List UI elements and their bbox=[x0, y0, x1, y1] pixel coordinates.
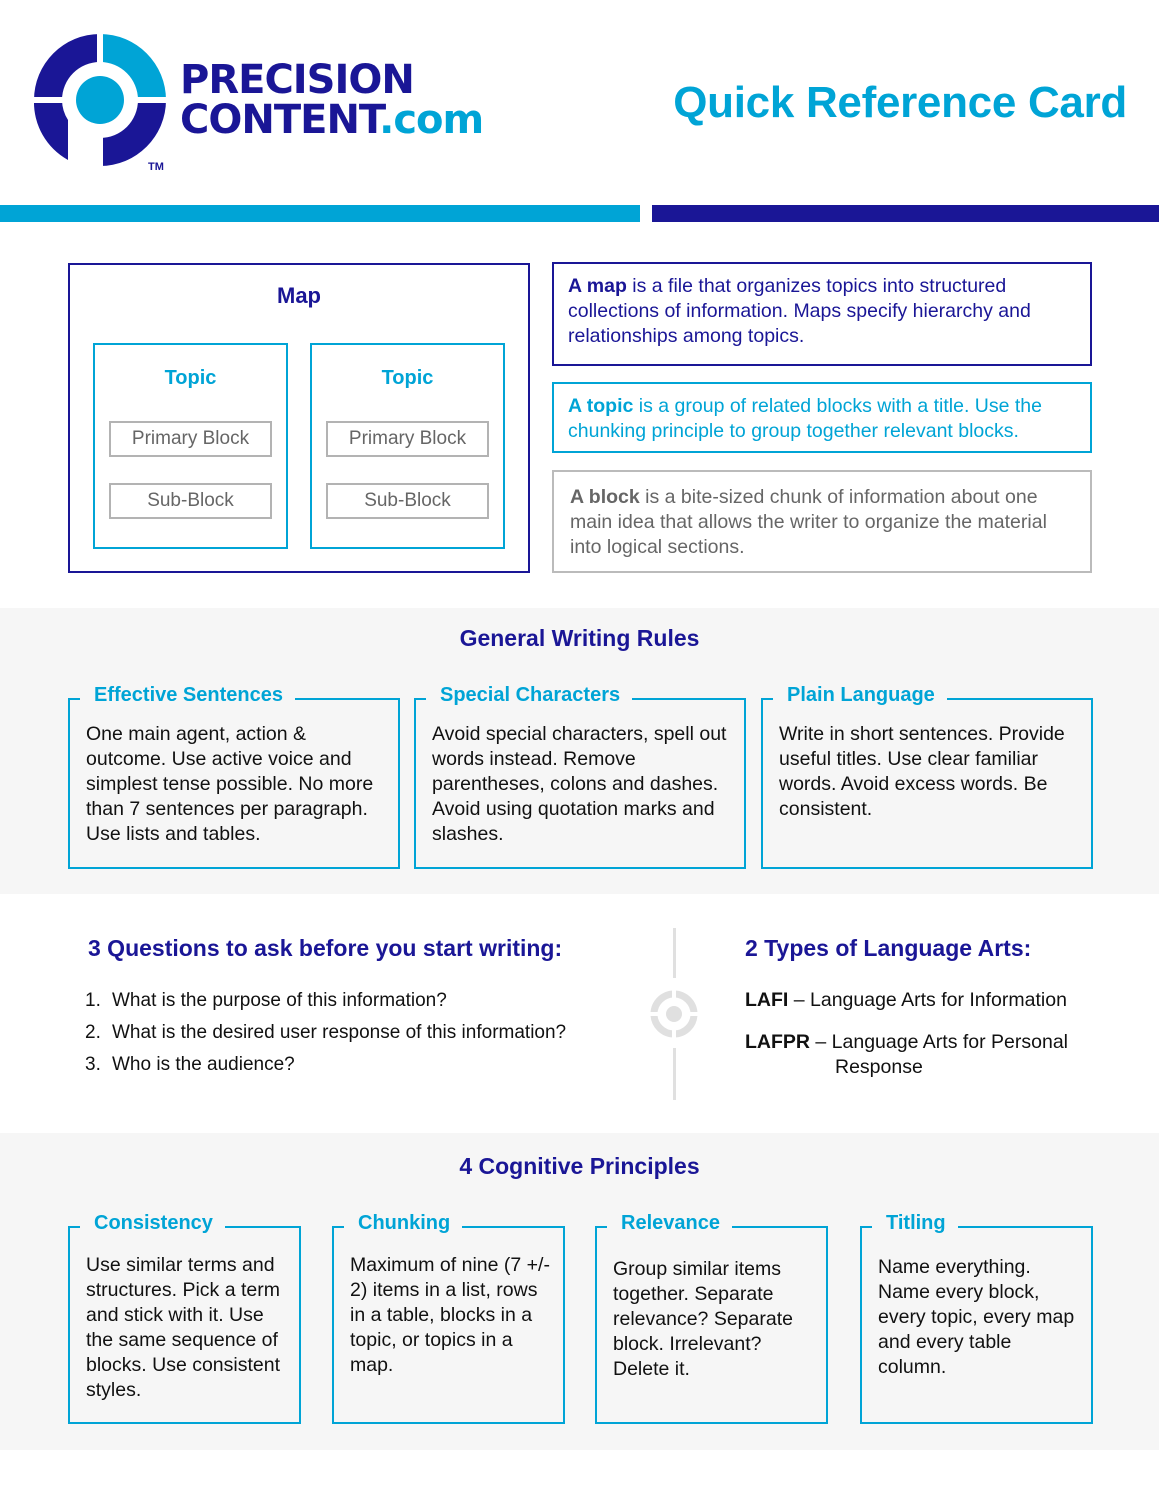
principle-text: Maximum of nine (7 +/- 2) items in a list, rows in a table, blocks in a topic, or topics in a map. bbox=[350, 1254, 550, 1376]
general-writing-rules-title: General Writing Rules bbox=[459, 625, 700, 651]
questions-title: 3 Questions to ask before you start writing: bbox=[88, 935, 563, 961]
language-arts-text: – Language Arts for Information bbox=[788, 989, 1067, 1011]
principle-card-relevance bbox=[595, 1212, 828, 1424]
map-term: A map bbox=[568, 275, 627, 297]
rule-label: Plain Language bbox=[773, 683, 947, 707]
principle-card-titling bbox=[860, 1212, 1093, 1424]
block-term: A block bbox=[570, 486, 640, 508]
language-arts-title: 2 Types of Language Arts: bbox=[745, 935, 1032, 961]
rule-card-plain-language bbox=[761, 684, 1093, 869]
rule-text: Avoid special characters, spell out words instead. Remove parentheses, colons and dashes. Avoid using quotation marks and slashes. bbox=[432, 723, 727, 845]
topic-definition bbox=[552, 382, 1092, 453]
rule-text: Write in short sentences. Provide useful titles. Use clear familiar words. Avoid excess words. Be consistent. bbox=[779, 723, 1065, 820]
block-definition bbox=[552, 470, 1092, 573]
primary-block-box: Primary Block bbox=[109, 421, 272, 457]
principle-label: Relevance bbox=[607, 1211, 732, 1235]
block-definition-text: is a bite-sized chunk of information about one main idea that allows the writer to organize the material into logical sections. bbox=[570, 486, 1047, 558]
rule-card-effective-sentences bbox=[68, 684, 400, 869]
primary-block-box: Primary Block bbox=[326, 421, 489, 457]
rule-label: Special Characters bbox=[426, 683, 632, 707]
rule-label: Effective Sentences bbox=[80, 683, 295, 707]
watermark-logo-icon bbox=[650, 990, 698, 1038]
language-arts-abbr: LAFPR bbox=[745, 1031, 810, 1053]
question-item bbox=[85, 1020, 566, 1052]
sub-block-box: Sub-Block bbox=[326, 483, 489, 519]
precision-content-logo-icon bbox=[30, 30, 170, 170]
principle-text: Use similar terms and structures. Pick a term and stick with it. Use the same sequence of blocks. Use consistent styles. bbox=[86, 1254, 281, 1401]
map-diagram bbox=[68, 263, 530, 573]
question-item bbox=[85, 1052, 566, 1084]
map-definition-text: is a file that organizes topics into structured collections of information. Maps specify hierarchy and relationships among topics. bbox=[568, 275, 1031, 347]
language-arts-text: – Language Arts for Personal bbox=[810, 1031, 1069, 1053]
logo-wordmark-precision: PRECISION bbox=[180, 57, 414, 103]
question-number: 1. bbox=[85, 990, 101, 1011]
header-accent-bar-navy bbox=[652, 205, 1159, 222]
general-writing-rules-section bbox=[0, 608, 1159, 894]
topic-label: Topic bbox=[164, 367, 217, 389]
question-text: Who is the audience? bbox=[112, 1054, 295, 1075]
vertical-divider bbox=[673, 928, 676, 978]
sub-block-box: Sub-Block bbox=[109, 483, 272, 519]
question-text: What is the desired user response of this information? bbox=[112, 1022, 567, 1043]
principle-label: Consistency bbox=[80, 1211, 225, 1235]
logo-wordmark-content bbox=[180, 97, 484, 143]
principle-card-chunking bbox=[332, 1212, 565, 1424]
language-arts-abbr: LAFI bbox=[745, 989, 789, 1011]
principle-card-consistency bbox=[68, 1212, 301, 1424]
topic-box bbox=[93, 343, 288, 549]
cognitive-principles-section bbox=[0, 1133, 1159, 1450]
header-accent-bar-cyan bbox=[0, 205, 640, 222]
principle-label: Titling bbox=[872, 1211, 958, 1235]
cognitive-principles-title: 4 Cognitive Principles bbox=[459, 1153, 700, 1179]
logo-content-text: CONTENT bbox=[180, 97, 380, 143]
rule-text: One main agent, action & outcome. Use active voice and simplest tense possible. No more than 7 sentences per paragraph. Use lists and tables. bbox=[86, 723, 374, 845]
language-arts-text-continuation: Response bbox=[835, 1056, 923, 1078]
questions-list bbox=[85, 988, 566, 1084]
principle-text: Group similar items together. Separate relevance? Separate block. Irrelevant? Delete it. bbox=[613, 1258, 793, 1380]
topic-term: A topic bbox=[568, 395, 634, 417]
question-text: What is the purpose of this information? bbox=[112, 990, 447, 1011]
topic-definition-text: is a group of related blocks with a title. Use the chunking principle to group together relevant blocks. bbox=[568, 395, 1042, 442]
trademark-symbol: TM bbox=[148, 161, 164, 173]
question-number: 2. bbox=[85, 1022, 101, 1043]
map-label: Map bbox=[277, 283, 321, 308]
principle-text: Name everything. Name every block, every topic, every map and every table column. bbox=[878, 1256, 1075, 1378]
language-arts-item-lafpr bbox=[745, 1030, 1068, 1055]
question-number: 3. bbox=[85, 1054, 101, 1075]
map-definition bbox=[552, 262, 1092, 366]
question-item bbox=[85, 988, 566, 1020]
vertical-divider bbox=[673, 1048, 676, 1100]
language-arts-item-lafi bbox=[745, 988, 1067, 1013]
page-title: Quick Reference Card bbox=[673, 78, 1127, 127]
topic-box bbox=[310, 343, 505, 549]
topic-label: Topic bbox=[381, 367, 434, 389]
principle-label: Chunking bbox=[344, 1211, 462, 1235]
logo-dotcom-text: .com bbox=[379, 97, 484, 143]
rule-card-special-characters bbox=[414, 684, 746, 869]
